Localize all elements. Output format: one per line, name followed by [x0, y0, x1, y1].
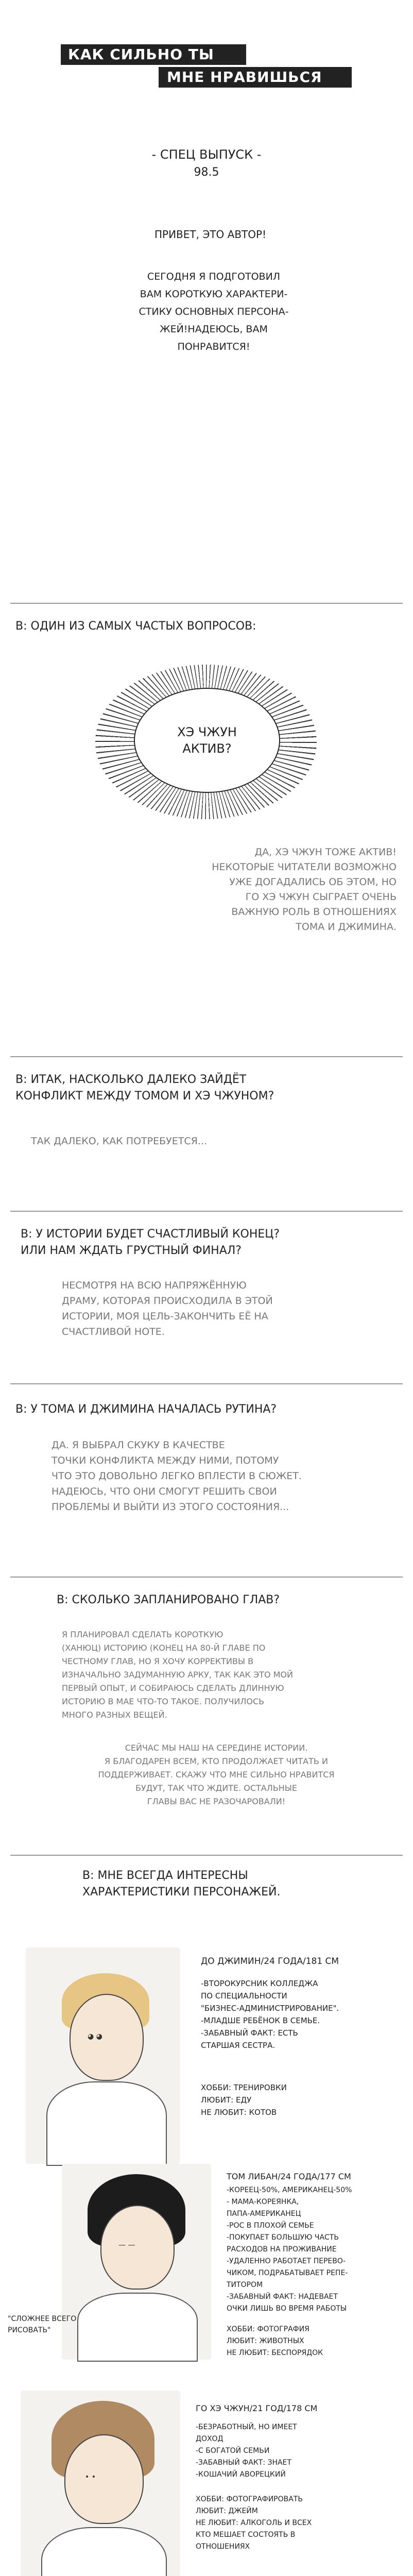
answer-line: ИСТОРИИ, МОЯ ЦЕЛЬ-ЗАКОНЧИТЬ ЕЁ НА — [62, 1311, 268, 1322]
hobby-line: ХОББИ: ТРЕНИРОВКИ — [201, 2083, 287, 2092]
eyes-glyph: — — — [118, 2241, 135, 2249]
answer-line: ГО ХЭ ЧЖУН СЫГРАЕТ ОЧЕНЬ — [245, 891, 397, 903]
answer-line: ДА, ХЭ ЧЖУН ТОЖЕ АКТИВ! — [254, 846, 397, 858]
note-line: "СЛОЖНЕЕ ВСЕГО — [8, 2315, 77, 2323]
hobby-line: ЛЮБИТ: ДЖЕЙМ — [196, 2507, 258, 2515]
intro-text — [136, 268, 291, 355]
bio-line: ЧИКОМ, ПОДРАБАТЫВАЕТ РЕПЕ- — [227, 2269, 348, 2277]
answer-line: ПЕРВЫЙ ОПЫТ, И СОБИРАЮСЬ СДЕЛАТЬ ДЛИННУЮ — [62, 1683, 284, 1693]
answer-line: ПРОБЛЕМЫ И ВЫЙТИ ИЗ ЭТОГО СОСТОЯНИЯ... — [51, 1501, 289, 1513]
hobby-line: НЕ ЛЮБИТ: КОТОВ — [201, 2108, 277, 2117]
q4-answer — [51, 1437, 302, 1515]
char1-name: ДО ДЖИМИН/24 ГОДА/181 СМ — [201, 1956, 339, 1967]
q3-answer — [62, 1278, 273, 1340]
bio-line: -БЕЗРАБОТНЫЙ, НО ИМЕЕТ — [196, 2423, 297, 2431]
q2-question — [15, 1072, 274, 1105]
intro-line: ВАМ КОРОТКУЮ ХАРАКТЕРИ- — [140, 289, 288, 300]
answer-line: ГЛАВЫ ВАС НЕ РАЗОЧАРОВАЛИ! — [147, 1797, 286, 1806]
tom-note — [8, 2313, 76, 2336]
eyes-glyph: ◕ ◕ — [88, 2032, 102, 2041]
bio-line: -РОС В ПЛОХОЙ СЕМЬЕ — [227, 2222, 314, 2230]
bio-line: "БИЗНЕС-АДМИНИСТРИРОВАНИЕ". — [201, 2004, 339, 2013]
shirt-shape — [77, 2293, 198, 2362]
face-shape — [70, 1994, 144, 2081]
speech-bubble-question: ХЭ ЧЖУН АКТИВ? — [134, 688, 280, 793]
answer-line: ДРАМУ, КОТОРАЯ ПРОИСХОДИЛА В ЭТОЙ — [62, 1295, 273, 1307]
divider — [10, 1855, 403, 1856]
q5-answer-1 — [62, 1628, 293, 1722]
hobby-line: НЕ ЛЮБИТ: АЛКОГОЛЬ И ВСЕХ — [196, 2519, 312, 2527]
bio-line: -УДАЛЕННО РАБОТАЕТ ПЕРЕВО- — [227, 2257, 346, 2265]
answer-line: НАДЕЮСЬ, ЧТО ОНИ СМОГУТ РЕШИТЬ СВОИ — [51, 1486, 277, 1497]
char3-hobby-pre — [196, 2494, 312, 2553]
issue-number: 98.5 — [194, 166, 219, 179]
divider — [10, 1577, 403, 1578]
eyes-glyph: • • — [85, 2473, 96, 2481]
title-ribbon-1 — [61, 44, 246, 65]
char1-hobby — [201, 2081, 287, 2119]
answer-line: НЕСМОТРЯ НА ВСЮ НАПРЯЖЁННУЮ — [62, 1280, 247, 1291]
hobby-line: ЛЮБИТ: ЕДУ — [201, 2095, 252, 2105]
answer-line: ТОЧКИ КОНФЛИКТА МЕЖДУ НИМИ, ПОТОМУ — [51, 1455, 279, 1466]
face-shape — [64, 2434, 144, 2524]
q6-question — [82, 1868, 280, 1901]
q5-question: В: СКОЛЬКО ЗАПЛАНИРОВАНО ГЛАВ? — [57, 1594, 280, 1606]
question-line: ИЛИ НАМ ЖДАТЬ ГРУСТНЫЙ ФИНАЛ? — [21, 1244, 242, 1257]
q1-answer — [129, 845, 397, 935]
char3-bio — [196, 2421, 297, 2481]
answer-line: СЕЙЧАС МЫ НАШ НА СЕРЕДИНЕ ИСТОРИИ. — [125, 1743, 308, 1753]
special-issue-label: - СПЕЦ ВЫПУСК - — [151, 147, 262, 162]
answer-line: БУДУТ, ТАК ЧТО ЖДИТЕ. ОСТАЛЬНЫЕ — [135, 1783, 297, 1793]
answer-line: СЧАСТЛИВОЙ НОТЕ. — [62, 1326, 165, 1337]
answer-line: ВАЖНУЮ РОЛЬ В ОТНОШЕНИЯХ — [231, 906, 397, 918]
title-line-1: КАК СИЛЬНО ТЫ — [68, 46, 214, 63]
bio-line: -С БОГАТОЙ СЕМЬИ — [196, 2447, 270, 2455]
answer-line: ИСТОРИЮ В МАЕ ЧТО-ТО ТАКОЕ. ПОЛУЧИЛОСЬ — [62, 1697, 265, 1706]
shirt-shape — [46, 2081, 167, 2166]
bio-line: ОЧКИ ЛИШЬ ВО ВРЕМЯ РАБОТЫ — [227, 2304, 347, 2313]
divider — [10, 1383, 403, 1384]
intro-line: СТИКУ ОСНОВНЫХ ПЕРСОНА- — [139, 306, 289, 317]
hobby-line: ХОББИ: ФОТОГРАФИРОВАТЬ — [196, 2495, 303, 2503]
char3-name: ГО ХЭ ЧЖУН/21 ГОД/178 СМ — [196, 2403, 318, 2413]
hobby-line: КТО МЕШАЕТ СОСТОЯТЬ В — [196, 2531, 296, 2539]
bio-line: -ЗАБАВНЫЙ ФАКТ: ЗНАЕТ — [196, 2459, 291, 2467]
answer-line: ДА. Я ВЫБРАЛ СКУКУ В КАЧЕСТВЕ — [51, 1439, 225, 1451]
bio-line: -КОРЕЕЦ-50%, АМЕРИКАНЕЦ-50% — [227, 2186, 352, 2194]
answer-line: ИЗНАЧАЛЬНО ЗАДУМАННУЮ АРКУ, ТАК КАК ЭТО МОЙ — [62, 1670, 293, 1680]
answer-line: Я БЛАГОДАРЕН ВСЕМ, КТО ПРОДОЛЖАЕТ ЧИТАТЬ И — [105, 1756, 328, 1766]
note-line: РИСОВАТЬ" — [8, 2326, 51, 2334]
answer-line: ПОДДЕРЖИВАЕТ. СКАЖУ ЧТО МНЕ СИЛЬНО НРАВИТСЯ — [98, 1770, 335, 1780]
q1-question: В: ОДИН ИЗ САМЫХ ЧАСТЫХ ВОПРОСОВ: — [15, 620, 256, 633]
bio-line: -МЛАДШЕ РЕБЁНОК В СЕМЬЕ. — [201, 2016, 320, 2025]
hobby-line: ЛЮБИТ: ЖИВОТНЫХ — [227, 2337, 304, 2345]
bio-line: РАСХОДОВ НА ПРОЖИВАНИЕ — [227, 2245, 337, 2253]
question-line: КОНФЛИКТ МЕЖДУ ТОМОМ И ХЭ ЧЖУНОМ? — [15, 1090, 274, 1103]
intro-line: ПОНРАВИТСЯ! — [177, 341, 250, 352]
bio-line: ПО СПЕЦИАЛЬНОСТИ — [201, 1991, 287, 2001]
q5-answer-2 — [72, 1741, 360, 1808]
comic-title — [61, 40, 352, 91]
char2-bio — [227, 2184, 352, 2315]
intro-line: ЖЕЙ!НАДЕЮСЬ, ВАМ — [160, 324, 268, 335]
answer-line: ТОМА И ДЖИМИНА. — [296, 921, 397, 933]
answer-line: (ХАНЮЦ) ИСТОРИЮ (КОНЕЦ НА 80-Й ГЛАВЕ ПО — [62, 1643, 266, 1653]
bio-line: - МАМА-КОРЕЯНКА, — [227, 2198, 299, 2206]
title-line-2: МНЕ НРАВИШЬСЯ — [167, 69, 322, 86]
bio-line: -КОШАЧИЙ АВОРЕЦКИЙ — [196, 2470, 286, 2479]
question-line: В: ИТАК, НАСКОЛЬКО ДАЛЕКО ЗАЙДЁТ — [15, 1073, 247, 1086]
q3-question — [21, 1226, 280, 1259]
shirt-shape — [41, 2527, 167, 2576]
bio-line: -ЗАБАВНЫЙ ФАКТ: НАДЕВАЕТ — [227, 2293, 338, 2301]
bio-line: ПАПА-АМЕРИКАНЕЦ — [227, 2210, 301, 2218]
answer-line: ЧЕСТНОМУ ГЛАВ, НО Я ХОЧУ КОРРЕКТИВЫ В — [62, 1656, 254, 1666]
character-portrait-jimin — [26, 1947, 180, 2164]
char2-hobby — [227, 2324, 323, 2359]
hobby-line: ОТНОШЕНИЯХ — [196, 2543, 250, 2551]
q4-question: В: У ТОМА И ДЖИМИНА НАЧАЛАСЬ РУТИНА? — [15, 1403, 277, 1416]
bio-line: СТАРШАЯ СЕСТРА. — [201, 2041, 276, 2050]
hobby-line: НЕ ЛЮБИТ: БЕСПОРЯДОК — [227, 2349, 323, 2357]
question-line: В: МНЕ ВСЕГДА ИНТЕРЕСНЫ — [82, 1869, 248, 1882]
question-line: В: У ИСТОРИИ БУДЕТ СЧАСТЛИВЫЙ КОНЕЦ? — [21, 1228, 280, 1241]
answer-line: УЖЕ ДОГАДАЛИСЬ ОБ ЭТОМ, НО — [229, 876, 397, 888]
answer-line: НЕКОТОРЫЕ ЧИТАТЕЛИ ВОЗМОЖНО — [212, 861, 397, 873]
q2-answer: ТАК ДАЛЕКО, КАК ПОТРЕБУЕТСЯ... — [31, 1136, 207, 1147]
char1-bio — [201, 1977, 339, 2052]
bio-line: ДОХОД — [196, 2435, 223, 2443]
intro-greeting: ПРИВЕТ, ЭТО АВТОР! — [154, 228, 267, 241]
divider — [10, 603, 403, 604]
answer-line: ЧТО ЭТО ДОВОЛЬНО ЛЕГКО ВПЛЕСТИ В СЮЖЕТ. — [51, 1470, 302, 1482]
bio-line: -ЗАБАВНЫЙ ФАКТ: ЕСТЬ — [201, 2028, 298, 2038]
character-portrait-haejung — [21, 2391, 180, 2576]
bio-line: -ВТОРОКУРСНИК КОЛЛЕДЖА — [201, 1979, 318, 1988]
face-shape — [100, 2205, 175, 2290]
bio-line: -ПОКУПАЕТ БОЛЬШУЮ ЧАСТЬ — [227, 2233, 339, 2242]
character-portrait-tom — [62, 2164, 211, 2360]
char2-name: ТОМ ЛИБАН/24 ГОДА/177 СМ — [227, 2172, 351, 2181]
hobby-line: ХОББИ: ФОТОГРАФИЯ — [227, 2325, 309, 2333]
title-ribbon-2 — [159, 67, 352, 88]
bio-line: ТИТОРОМ — [227, 2281, 263, 2289]
intro-line: СЕГОДНЯ Я ПОДГОТОВИЛ — [147, 271, 281, 282]
answer-line: МНОГО РАЗНЫХ ВЕЩЕЙ. — [62, 1710, 167, 1720]
answer-line: Я ПЛАНИРОВАЛ СДЕЛАТЬ КОРОТКУЮ — [62, 1630, 223, 1639]
divider — [10, 1056, 403, 1057]
divider — [10, 1211, 403, 1212]
question-line: ХАРАКТЕРИСТИКИ ПЕРСОНАЖЕЙ. — [82, 1886, 281, 1899]
